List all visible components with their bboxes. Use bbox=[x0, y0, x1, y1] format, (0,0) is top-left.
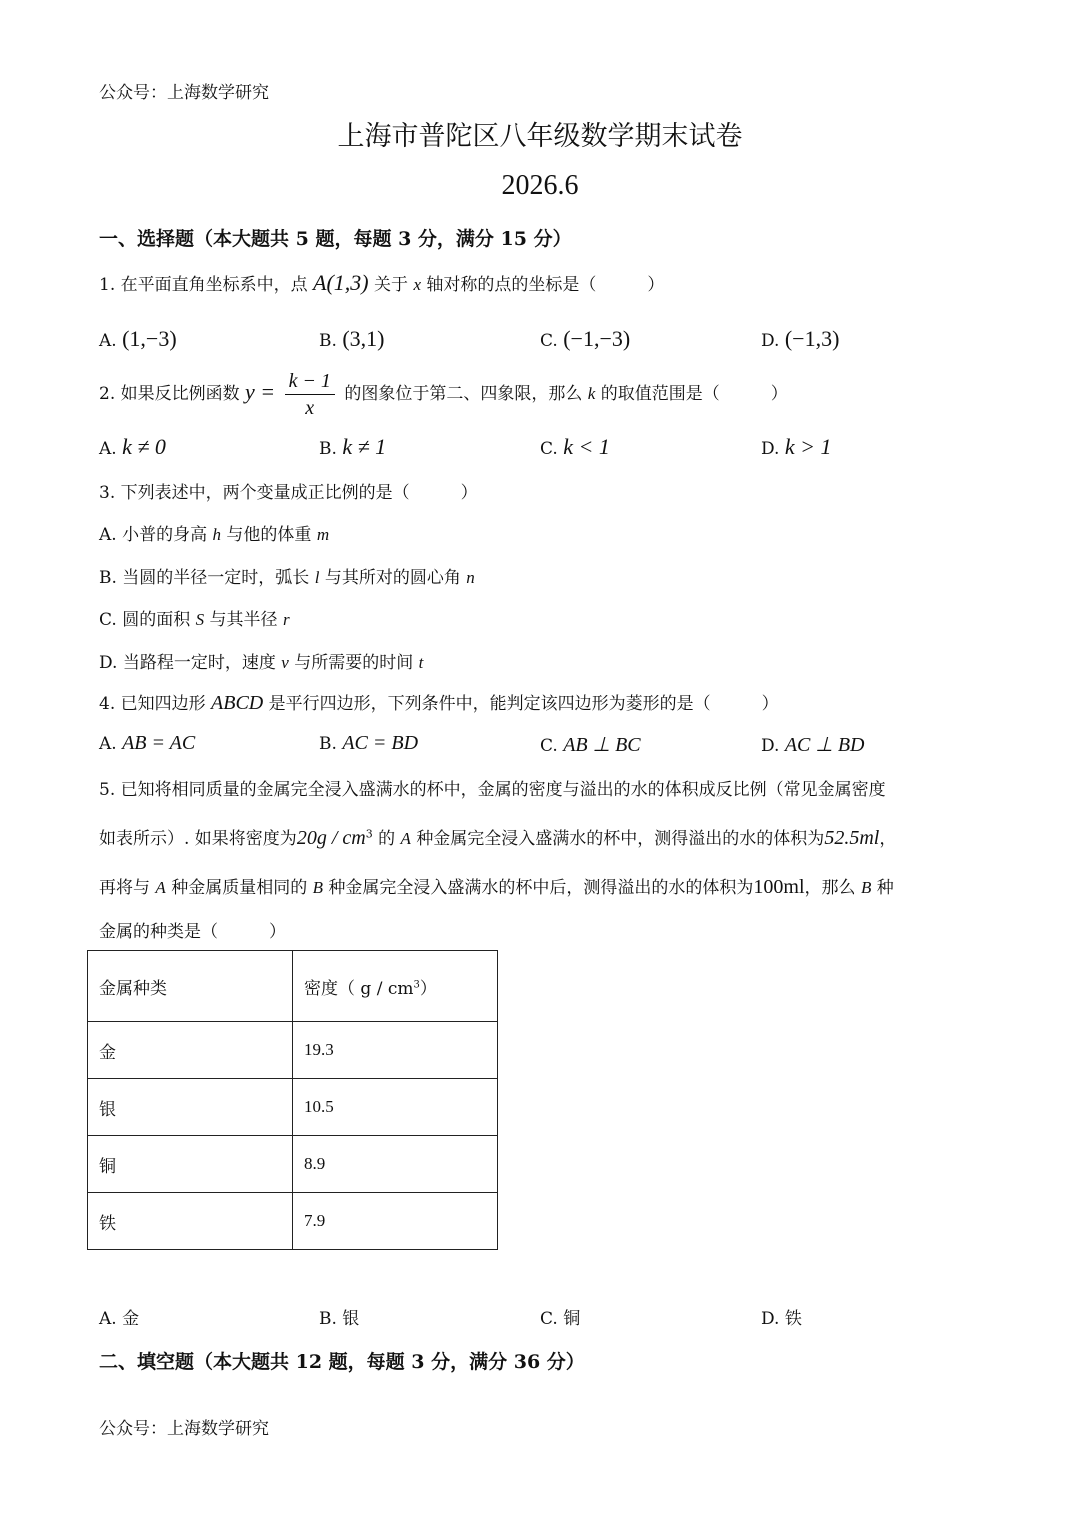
table-cell-density: 19.3 bbox=[293, 1022, 498, 1079]
q2-lhs: y = bbox=[245, 379, 276, 404]
q5-volume-a: 52.5ml bbox=[824, 827, 880, 849]
q3-option-d: D. 当路程一定时，速度 v 与所需要的时间 t bbox=[99, 653, 424, 673]
q5-option-a: A. 金 bbox=[99, 1309, 140, 1329]
table-cell-density: 7.9 bbox=[293, 1193, 498, 1250]
q2-post2: 的取值范围是（ ） bbox=[600, 384, 788, 404]
table-row bbox=[88, 1022, 498, 1079]
q4-shape: ABCD bbox=[211, 692, 264, 714]
q2-numerator: k − 1 bbox=[285, 368, 335, 395]
question-5-line-4: 金属的种类是（ ） bbox=[99, 922, 286, 942]
question-3: 3. 下列表述中，两个变量成正比例的是（ ） bbox=[99, 483, 478, 503]
q2-pre: 2. 如果反比例函数 bbox=[99, 384, 240, 404]
q5-option-b: B. 银 bbox=[319, 1309, 360, 1329]
table-row bbox=[88, 1193, 498, 1250]
q1-option-d: D. (−1,3) bbox=[761, 326, 840, 351]
table-cell-density: 8.9 bbox=[293, 1136, 498, 1193]
q2-option-b: B. k ≠ 1 bbox=[319, 434, 387, 459]
q1-mid: 关于 bbox=[374, 275, 409, 295]
q1-pre: 1. 在平面直角坐标系中，点 bbox=[99, 275, 308, 295]
table-cell-metal: 铁 bbox=[88, 1193, 293, 1250]
q4-post: 是平行四边形，下列条件中，能判定该四边形为菱形的是（ ） bbox=[268, 694, 779, 714]
q2-post: 的图象位于第二、四象限，那么 bbox=[344, 384, 583, 404]
q1-var: x bbox=[413, 275, 421, 294]
q4-option-c: C. AB ⊥ BC bbox=[540, 734, 641, 756]
q2-option-d: D. k > 1 bbox=[761, 434, 832, 459]
q3-option-c: C. 圆的面积 S 与其半径 r bbox=[99, 610, 290, 630]
q2-option-a: A. k ≠ 0 bbox=[99, 434, 166, 459]
q1-option-c: C. (−1,−3) bbox=[540, 326, 631, 351]
question-5-line-2: 如表所示）. 如果将密度为$20g / cm^3$ 的 A 种金属完全浸入盛满水的杯中，测得溢出的水的体积为52.5ml， bbox=[99, 827, 897, 849]
q1-option-b: B. (3,1) bbox=[319, 326, 385, 351]
q5-option-d: D. 铁 bbox=[761, 1309, 802, 1329]
q5-option-c: C. 铜 bbox=[540, 1309, 581, 1329]
q4-option-a: A. AB = AC bbox=[99, 732, 196, 754]
section-2-title: 二、填空题（本大题共 12 题，每题 3 分，满分 36 分） bbox=[99, 1351, 585, 1373]
q3-option-a: A. 小普的身高 h 与他的体重 m bbox=[99, 525, 330, 545]
q1-option-a: A. (1,−3) bbox=[99, 326, 177, 351]
q2-option-c: C. k < 1 bbox=[540, 434, 610, 459]
q1-post: 轴对称的点的坐标是（ ） bbox=[426, 275, 665, 295]
q4-pre: 4. 已知四边形 bbox=[99, 694, 206, 714]
table-header-row bbox=[88, 951, 498, 1022]
q3-option-b: B. 当圆的半径一定时，弧长 l 与其所对的圆心角 n bbox=[99, 568, 475, 588]
exam-date: 2026.6 bbox=[501, 170, 579, 201]
question-4 bbox=[99, 689, 779, 715]
question-5-line-1: 5. 已知将相同质量的金属完全浸入盛满水的杯中，金属的密度与溢出的水的体积成反比例（常见金属密度 bbox=[99, 780, 886, 800]
page-title: 上海市普陀区八年级数学期末试卷 bbox=[337, 121, 743, 152]
q2-var: k bbox=[587, 384, 596, 403]
question-5-line-3: 再将与 A 种金属质量相同的 B 种金属完全浸入盛满水的杯中后，测得溢出的水的体积为100ml，那么 B 种 bbox=[99, 876, 894, 898]
table-cell-metal: 铜 bbox=[88, 1136, 293, 1193]
table-row bbox=[88, 1136, 498, 1193]
q2-fraction bbox=[285, 368, 335, 421]
table-cell-density: 10.5 bbox=[293, 1079, 498, 1136]
q5-volume-b: 100ml bbox=[753, 876, 805, 898]
table-header-metal: 金属种类 bbox=[88, 951, 293, 1022]
q5-density: 20g / cm bbox=[296, 827, 366, 849]
table-row bbox=[88, 1079, 498, 1136]
q4-option-d: D. AC ⊥ BD bbox=[761, 734, 865, 756]
q4-option-b: B. AC = BD bbox=[319, 732, 419, 754]
question-1 bbox=[99, 270, 664, 296]
q2-denominator: x bbox=[305, 397, 315, 419]
header-account: 公众号：上海数学研究 bbox=[99, 83, 269, 103]
density-table bbox=[87, 950, 498, 1250]
footer-account: 公众号：上海数学研究 bbox=[99, 1419, 269, 1439]
table-cell-metal: 银 bbox=[88, 1079, 293, 1136]
q1-point: A(1,3) bbox=[313, 270, 369, 295]
table-cell-metal: 金 bbox=[88, 1022, 293, 1079]
section-1-title: 一、选择题（本大题共 5 题，每题 3 分，满分 15 分） bbox=[99, 228, 572, 250]
table-header-density: 密度（ g / $cm^3$） bbox=[293, 951, 498, 1022]
question-2 bbox=[99, 368, 788, 421]
